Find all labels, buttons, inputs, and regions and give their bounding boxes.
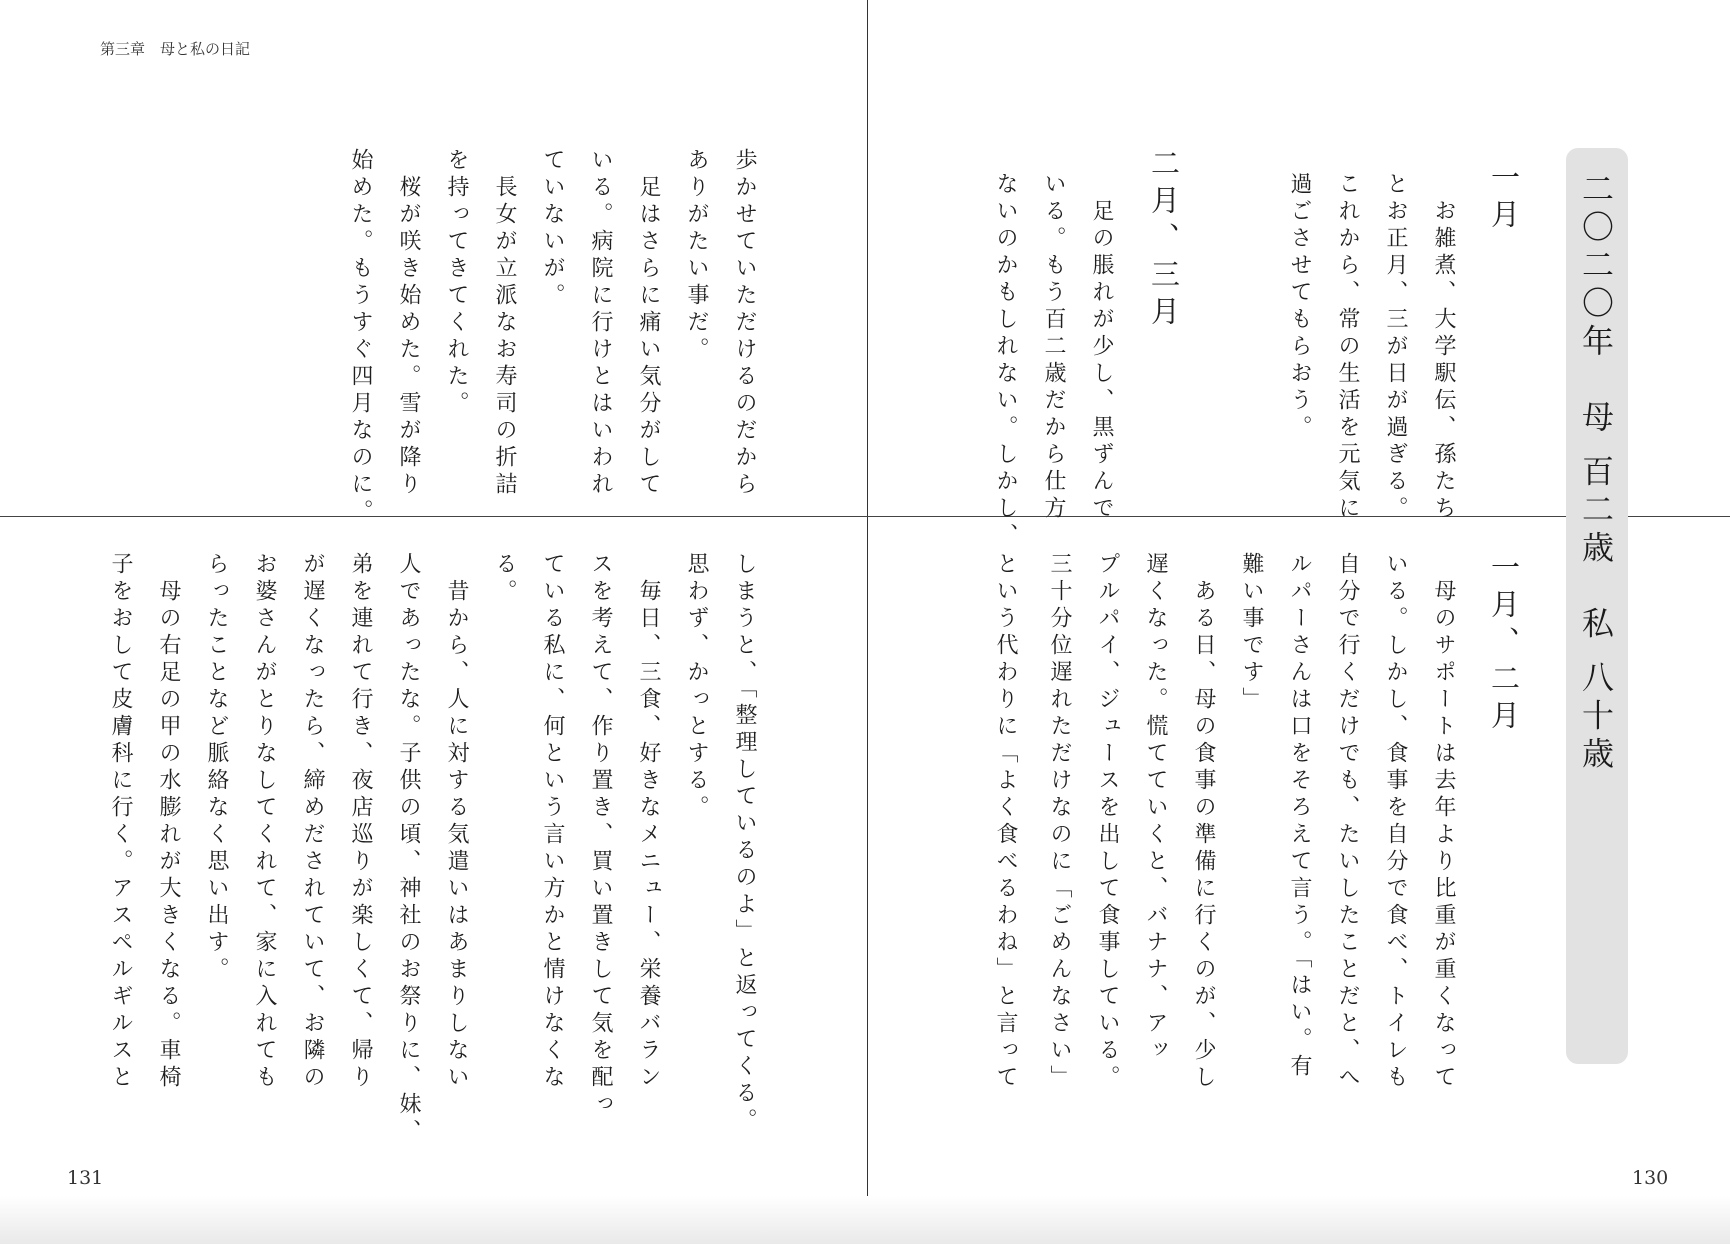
text-line: 足はさらに痛い気分がして <box>636 148 661 499</box>
heading-jan-feb: 一月、二月 <box>1487 552 1521 737</box>
text-line: ないのかもしれない。しかし、 <box>993 172 1018 550</box>
text-line: という代わりに「よく食べるわね」と言って <box>993 552 1018 1092</box>
text-line: 弟を連れて行き、夜店巡りが楽しくて、帰り <box>348 552 373 1092</box>
page-bottom-shadow <box>0 1196 1730 1244</box>
text-line: らったことなど脈絡なく思い出す。 <box>204 552 229 984</box>
text-line: 三十分位遅れただけなのに「ごめんなさい」 <box>1047 552 1072 1092</box>
text-line: 桜が咲き始めた。雪が降り <box>396 148 421 499</box>
text-line: 人であったな。子供の頃、神社のお祭りに、妹、 <box>396 552 421 1146</box>
text-line: 思わず、かっとする。 <box>684 552 709 822</box>
text-line: 過ごさせてもらおう。 <box>1287 172 1312 442</box>
chapter-title: 二〇二〇年 母 百二歳 私 八十歳 <box>1577 172 1615 775</box>
text-line: ある日、母の食事の準備に行くのが、少し <box>1191 552 1216 1092</box>
page-number-right: 130 <box>1632 1167 1669 1189</box>
text-line: 足の脹れが少し、黒ずんで <box>1089 172 1114 523</box>
text-line: スを考えて、作り置き、買い置きして気を配っ <box>588 552 613 1119</box>
text-line: 自分で行くだけでも、たいしたことだと、へ <box>1335 552 1360 1092</box>
text-line: ていないが。 <box>540 148 565 310</box>
text-line: 歩かせていただけるのだから <box>732 148 757 499</box>
text-line: が遅くなったら、締めだされていて、お隣の <box>300 552 325 1092</box>
text-line: お婆さんがとりなしてくれて、家に入れても <box>252 552 277 1092</box>
text-line: いる。しかし、食事を自分で食べ、トイレも <box>1383 552 1408 1092</box>
horizontal-fold-line <box>0 516 1730 517</box>
page-gutter <box>867 0 868 1244</box>
text-line: 母のサポートは去年より比重が重くなって <box>1431 552 1456 1092</box>
text-line: ルパーさんは口をそろえて言う。「はい。有 <box>1287 552 1312 1081</box>
text-line: 子をおして皮膚科に行く。アスペルギルスと <box>108 552 133 1092</box>
text-line: プルパイ、ジュースを出して食事している。 <box>1095 552 1120 1092</box>
page-number-left: 131 <box>67 1167 104 1189</box>
text-line: ありがたい事だ。 <box>684 148 709 364</box>
text-line: を持ってきてくれた。 <box>444 148 469 418</box>
text-line: 遅くなった。慌てていくと、バナナ、アッ <box>1143 552 1168 1065</box>
text-line: る。 <box>492 552 517 606</box>
text-line: いる。もう百二歳だから仕方 <box>1041 172 1066 523</box>
text-line: 難い事です」 <box>1239 552 1264 714</box>
text-line: 始めた。もうすぐ四月なのに。 <box>348 148 373 526</box>
heading-january: 一月 <box>1487 162 1521 236</box>
running-head: 第三章 母と私の日記 <box>100 40 251 58</box>
text-line: いる。病院に行けとはいわれ <box>588 148 613 499</box>
heading-feb-march: 二月、三月 <box>1147 148 1181 333</box>
text-line: しまうと、「整理しているのよ」と返ってくる。 <box>732 552 757 1135</box>
text-line: 長女が立派なお寿司の折詰 <box>492 148 517 499</box>
text-line: 毎日、三食、好きなメニュー、栄養バラン <box>636 552 661 1092</box>
text-line: これから、常の生活を元気に <box>1335 172 1360 523</box>
text-line: お雑煮、大学駅伝、孫たち <box>1431 172 1456 523</box>
text-line: 昔から、人に対する気遣いはあまりしない <box>444 552 469 1092</box>
text-line: 母の右足の甲の水膨れが大きくなる。車椅 <box>156 552 181 1092</box>
text-line: ている私に、何という言い方かと情けなくな <box>540 552 565 1092</box>
text-line: とお正月、三が日が過ぎる。 <box>1383 172 1408 523</box>
